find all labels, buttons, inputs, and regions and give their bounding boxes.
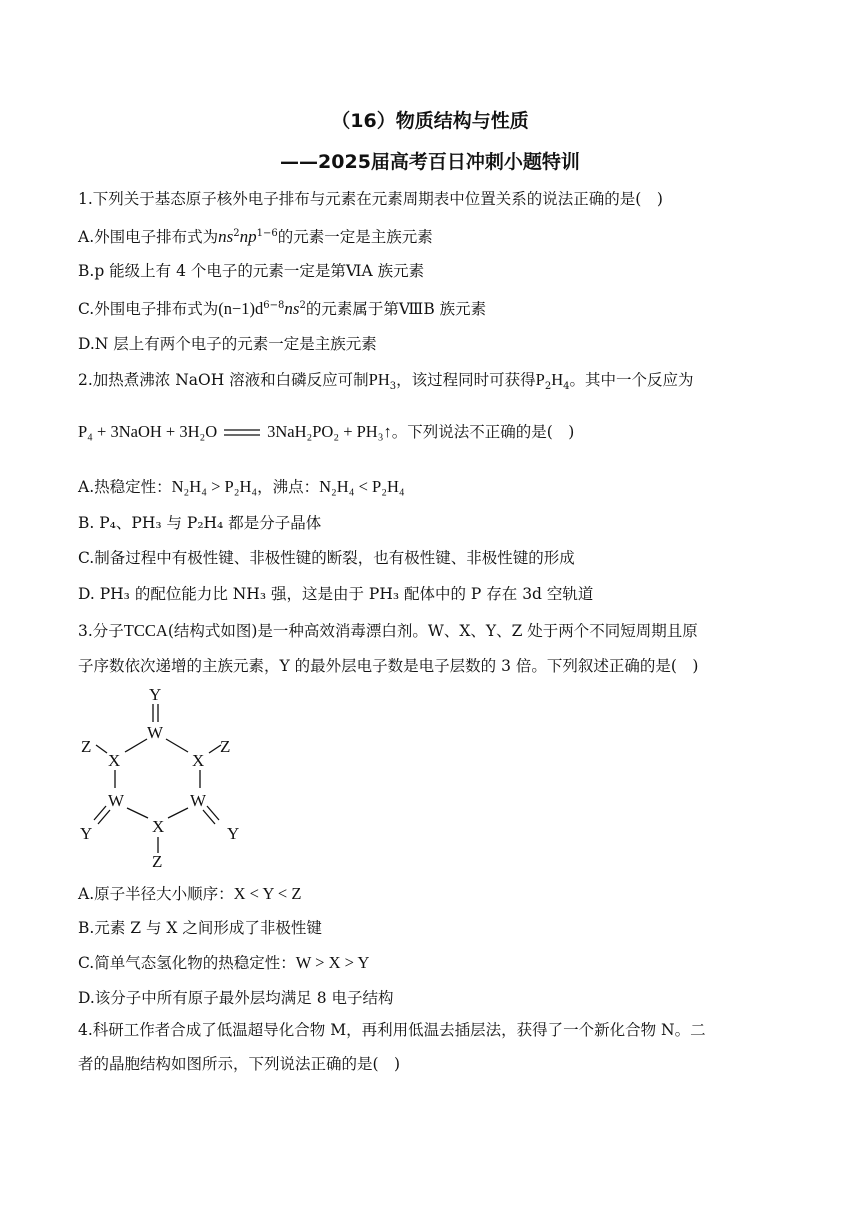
q4-stem-line2: 者的晶胞结构如图所示，下列说法正确的是( )	[78, 1055, 401, 1073]
q3-stem-line2: 子序数依次递增的主族元素，Y 的最外层电子数是电子层数的 3 倍。下列叙述正确的是( )	[78, 657, 699, 675]
q3-option-b: B.元素 Z 与 X 之间形成了非极性键	[78, 919, 322, 937]
atom-y-top: Y	[149, 685, 162, 704]
atom-x-left: X	[108, 751, 121, 770]
atom-z-right: Z	[220, 737, 231, 756]
equation-products: 3NaH₂PO₂ + PH₃↑	[267, 422, 392, 441]
q2-option-c: C.制备过程中有极性键、非极性键的断裂，也有极性键、非极性键的形成	[78, 549, 575, 567]
equals-sign-icon	[222, 428, 262, 438]
q2-stem: 2.加热煮沸浓 NaOH 溶液和白磷反应可制$PH_3$，该过程同时可获得$P_2H_4$。其中一个反应为	[78, 370, 694, 393]
atom-x-right: X	[192, 751, 205, 770]
q2-option-b: B. P₄、PH₃ 与 P₂H₄ 都是分子晶体	[78, 514, 322, 532]
q1-option-a: A.外围电子排布式为$ns^2np^{1-6}$的元素一定是主族元素	[78, 227, 433, 247]
q4-stem-line1: 4.科研工作者合成了低温超导化合物 M，再利用低温去插层法，获得了一个新化合物 N。二	[78, 1021, 706, 1039]
q1-option-d: D.N 层上有两个电子的元素一定是主族元素	[78, 335, 377, 353]
atom-w-top: W	[147, 723, 164, 742]
page-title: （16）物质结构与性质	[331, 110, 529, 132]
q3-option-c: C.简单气态氢化物的热稳定性：W > X > Y	[78, 953, 370, 972]
q1-stem: 1.下列关于基态原子核外电子排布与元素在元素周期表中位置关系的说法正确的是( )	[78, 190, 663, 208]
q2-option-d: D. PH₃ 的配位能力比 NH₃ 强，这是由于 PH₃ 配体中的 P 存在 3d 空轨道	[78, 585, 594, 603]
atom-z-bottom: Z	[152, 852, 163, 871]
atom-y-right: Y	[227, 824, 240, 843]
q1-option-b: B.p 能级上有 4 个电子的元素一定是第ⅥA 族元素	[78, 262, 425, 280]
q2-option-a: A.热稳定性：N₂H₄ > P₂H₄，沸点：N₂H₄ < P₂H₄	[78, 477, 405, 496]
atom-y-left: Y	[80, 824, 93, 843]
tcca-structure-diagram	[70, 682, 260, 872]
atom-x-bottom: X	[152, 817, 165, 836]
q2-equation: P₄ + 3NaOH + 3H₂O 3NaH₂PO₂ + PH₃↑。下列说法不正确的是( )	[78, 422, 575, 441]
atom-w-left: W	[108, 791, 125, 810]
equation-reactants: P₄ + 3NaOH + 3H₂O	[78, 422, 218, 441]
atom-w-right: W	[190, 791, 207, 810]
q3-option-a: A.原子半径大小顺序：X < Y < Z	[78, 884, 302, 903]
q1-option-c: C.外围电子排布式为$(n-1)d^{6-8}ns^2$的元素属于第ⅧB 族元素	[78, 299, 487, 319]
q3-stem-line1: 3.分子TCCA(结构式如图)是一种高效消毒漂白剂。W、X、Y、Z 处于两个不同短周期且原	[78, 621, 698, 640]
q3-option-d: D.该分子中所有原子最外层均满足 8 电子结构	[78, 989, 394, 1007]
atom-z-left: Z	[81, 737, 92, 756]
page-subtitle: ——2025届高考百日冲刺小题特训	[280, 151, 580, 173]
